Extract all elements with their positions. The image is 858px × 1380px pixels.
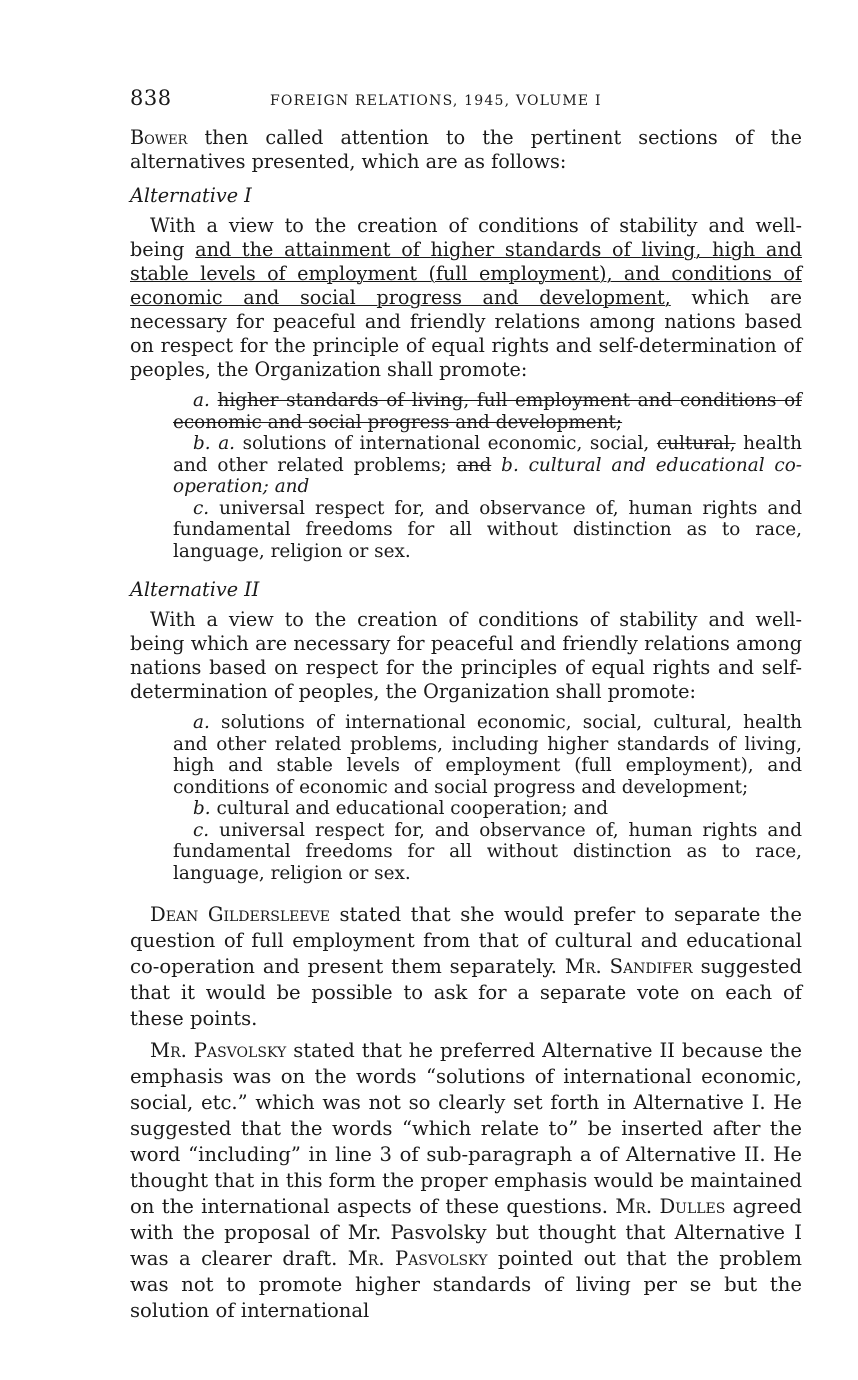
alternative-2-paragraph: With a view to the creation of conditions of stability and well-being which are necessary for peaceful and friendly relations among nations based on respect for the principles of equal rights and self-determination of peoples, the Organization shall promote: xyxy=(130,608,802,703)
item-letter: c. xyxy=(193,497,210,519)
alternative-1-paragraph xyxy=(130,214,802,382)
alt1-para-end: which are necessary for peaceful and friendly relations among nations based on respect for the principle of equal rights and self-determination of peoples, the Organization shall promote: xyxy=(130,286,803,381)
item-letter: a. xyxy=(193,712,210,733)
alt2-item-c xyxy=(173,820,802,885)
speaker-name: Mr. Pasvolsky xyxy=(150,1039,287,1062)
item-letter: a. xyxy=(218,433,236,454)
speaker-name: Mr. Sandifer xyxy=(564,955,693,978)
alternative-2-items xyxy=(173,712,802,884)
item-letter: c. xyxy=(193,819,210,841)
document-page xyxy=(130,86,802,1324)
item-text: universal respect for, and observance of, human rights and fundamental freedoms for all without distinction as to race, language, religion or sex. xyxy=(173,819,802,884)
page-header xyxy=(130,86,802,126)
struck-text: cultural, xyxy=(656,433,736,454)
alternative-1-heading: Alternative I xyxy=(130,184,252,207)
gildersleeve-paragraph: Dean Gildersleeve stated that she would prefer to separate the question of full employment from that of cultural and educational co-operation and present them separately. Mr. Sandifer suggested that it would be possible to ask for a separate vote on each of these points. xyxy=(130,903,803,1030)
alt1-item-c xyxy=(173,498,802,563)
item-text: solutions of international economic, social, cultural, health and other related problems, including higher standards of living, high and stable levels of employment (full employment), and conditions of economic and social progress and development; xyxy=(173,712,802,798)
alt2-item-a xyxy=(173,712,802,798)
struck-text: and xyxy=(456,454,492,476)
running-title: FOREIGN RELATIONS, 1945, VOLUME I xyxy=(270,93,602,109)
page-number: 838 xyxy=(130,86,172,110)
item-text: health and other related problems; xyxy=(173,433,802,476)
speaker-name: Mr. Pasvolsky xyxy=(347,1247,488,1270)
italic-insertion: b. cultural and educational co-operation; and xyxy=(173,454,802,497)
item-text: solutions of international economic, social, xyxy=(242,433,650,454)
alt1-underlined-insertion: and the attainment of higher standards of living, high and stable levels of employment (full employment), and conditions of economic and social progress and development, xyxy=(130,238,803,309)
struck-text: higher standards of living, full employment and conditions of economic and social progress and development; xyxy=(173,390,802,433)
pasvolsky-paragraph: Mr. Pasvolsky stated that he preferred Alternative II because the emphasis was on the words “solutions of international economic, social, etc.” which was not so clearly set forth in Alternative I. He suggested that the words “which relate to” be inserted after the word “including” in line 3 of sub-paragraph a of Alternative II. He thought that in this form the proper emphasis would be maintained on the international aspects of these questions. Mr. Dulles agreed with the proposal of Mr. Pasvolsky but thought that Alternative I was a clearer draft. Mr. Pasvolsky pointed out that the problem was not to promote higher standards of living per se but the solution of international xyxy=(130,1039,802,1322)
intro-text: then called attention to the pertinent sections of the alternatives presented, which are as follows: xyxy=(130,126,802,173)
alternative-2-heading: Alternative II xyxy=(130,578,260,601)
speaker-name: Mr. Dulles xyxy=(615,1195,726,1218)
alt1-para-start: With a view to the creation of conditions of stability and well-being xyxy=(130,214,802,261)
item-text: cultural and educational cooperation; and xyxy=(216,798,608,819)
speaker-name: Bower xyxy=(130,126,188,149)
item-letter: b. xyxy=(193,433,211,454)
alt1-item-a xyxy=(173,390,802,433)
item-letter: a. xyxy=(193,390,210,411)
item-text: universal respect for, and observance of, human rights and fundamental freedoms for all without distinction as to race, language, religion or sex. xyxy=(173,497,802,562)
speaker-name: Dean Gildersleeve xyxy=(150,903,330,926)
item-letter: b. xyxy=(193,798,211,819)
alt1-item-b xyxy=(173,433,802,498)
alternative-1-items xyxy=(173,390,802,562)
intro-paragraph xyxy=(130,126,802,174)
alt2-item-b xyxy=(173,798,802,820)
